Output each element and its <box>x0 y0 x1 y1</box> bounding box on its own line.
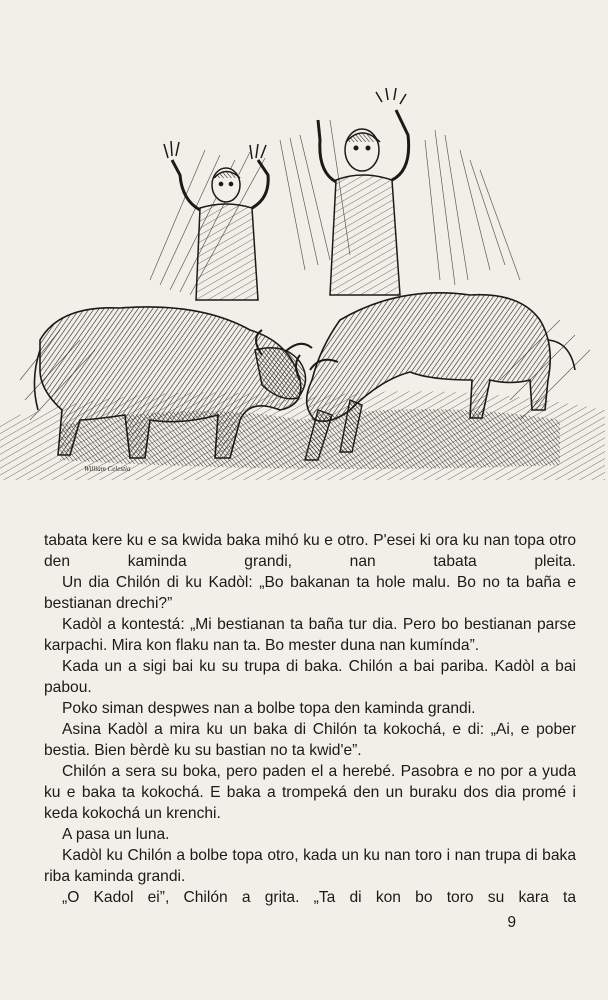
story-text <box>44 530 576 908</box>
paragraph: Kadòl a kontestá: „Mi bestianan ta baña tur dia. Pero bo bestianan parse karpachi. Mira kon flaku nan ta. Bo mester duna nan kumínda”. <box>44 616 576 654</box>
artist-signature: William Celestia <box>84 465 131 473</box>
paragraph: Asina Kadòl a mira ku un baka di Chilón ta kokochá, e di: „Ai, e pober bestia. Bien bèrdè ku su bastian no ta kwid'e”. <box>44 721 576 759</box>
paragraph: Un dia Chilón di ku Kadòl: „Bo bakanan ta hole malu. Bo no ta baña e bestianan drechi?” <box>44 574 576 612</box>
paragraph: Kada un a sigi bai ku su trupa di baka. Chilón a bai pariba. Kadòl a bai pabou. <box>44 658 576 696</box>
page-number: 9 <box>507 914 516 931</box>
paragraph: A pasa un luna. <box>62 826 170 843</box>
bullfight-illustration <box>0 80 608 492</box>
paragraph: tabata kere ku e sa kwida baka mihó ku e otro. P'esei ki ora ku nan topa otro den kaminda grandi, nan tabata pleita. <box>44 532 576 570</box>
paragraph: „O Kadol ei”, Chilón a grita. „Ta di kon bo toro su kara ta <box>62 889 576 906</box>
paragraph: Chilón a sera su boka, pero paden el a herebé. Pasobra e no por a yuda ku e baka ta kokochá. E baka a trompeká den un buraku dos dia promé i keda kokochá un krenchi. <box>44 763 576 822</box>
paragraph: Kadòl ku Chilón a bolbe topa otro, kada un ku nan toro i nan trupa di baka riba kaminda grandi. <box>44 847 576 885</box>
bullfight-scene-icon <box>0 80 608 492</box>
paragraph: Poko siman despwes nan a bolbe topa den kaminda grandi. <box>62 700 476 717</box>
